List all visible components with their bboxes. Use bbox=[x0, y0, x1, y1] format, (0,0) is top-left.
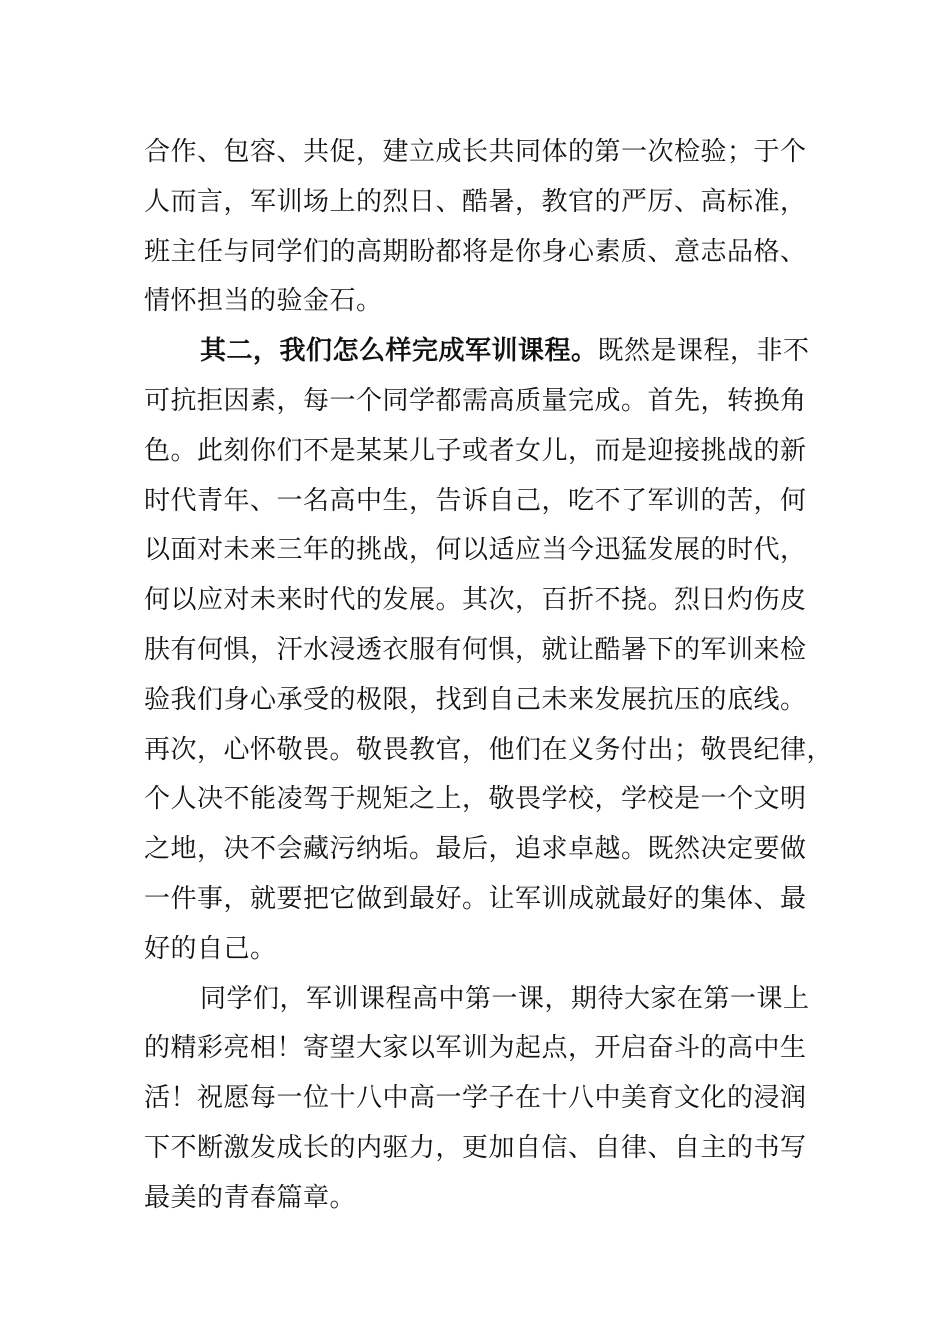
text-line bbox=[144, 327, 810, 377]
text-line: 最美的青春篇章。 bbox=[144, 1182, 357, 1213]
text-line: 班主任与同学们的高期盼都将是你身心素质、意志品格、 bbox=[144, 236, 807, 267]
paragraph-1 bbox=[144, 128, 807, 327]
text-line: 好的自己。 bbox=[144, 933, 277, 964]
text-line: 以面对未来三年的挑战，何以适应当今迅猛发展的时代， bbox=[144, 535, 807, 566]
text-line: 活！祝愿每一位十八中高一学子在十八中美育文化的浸润 bbox=[144, 1083, 807, 1114]
section-heading: 其二，我们怎么样完成军训课程。 bbox=[200, 336, 598, 367]
paragraph-3 bbox=[144, 975, 810, 1224]
heading-line-rest: 既然是课程，非不 bbox=[597, 336, 810, 367]
text-line: 同学们，军训课程高中第一课，期待大家在第一课上 bbox=[200, 983, 810, 1014]
text-line: 合作、包容、共促，建立成长共同体的第一次检验；于个 bbox=[144, 137, 807, 167]
text-line: 时代青年、一名高中生，告诉自己，吃不了军训的苦，何 bbox=[144, 485, 807, 516]
text-line: 个人决不能凌驾于规矩之上，敬畏学校，学校是一个文明 bbox=[144, 784, 807, 815]
document-body bbox=[144, 128, 834, 1224]
text-line: 下不断激发成长的内驱力，更加自信、自律、自主的书写 bbox=[144, 1132, 807, 1163]
text-line: 人而言，军训场上的烈日、酷暑，教官的严厉、高标准， bbox=[144, 186, 807, 217]
text-line: 情怀担当的验金石。 bbox=[144, 286, 383, 317]
text-line: 可抗拒因素，每一个同学都需高质量完成。首先，转换角 bbox=[144, 385, 807, 416]
text-line: 的精彩亮相！寄望大家以军训为起点，开启奋斗的高中生 bbox=[144, 1033, 807, 1064]
text-line: 验我们身心承受的极限，找到自己未来发展抗压的底线。 bbox=[144, 684, 807, 715]
text-line: 一件事，就要把它做到最好。让军训成就最好的集体、最 bbox=[144, 883, 807, 914]
text-line: 何以应对未来时代的发展。其次，百折不挠。烈日灼伤皮 bbox=[144, 585, 807, 616]
text-line: 肤有何惧，汗水浸透衣服有何惧，就让酷暑下的军训来检 bbox=[144, 634, 807, 665]
text-line: 色。此刻你们不是某某儿子或者女儿，而是迎接挑战的新 bbox=[144, 435, 807, 466]
text-line: 之地，决不会藏污纳垢。最后，追求卓越。既然决定要做 bbox=[144, 834, 807, 865]
paragraph-2 bbox=[144, 327, 834, 974]
text-line: 再次，心怀敬畏。敬畏教官，他们在义务付出；敬畏纪律， bbox=[144, 734, 834, 765]
